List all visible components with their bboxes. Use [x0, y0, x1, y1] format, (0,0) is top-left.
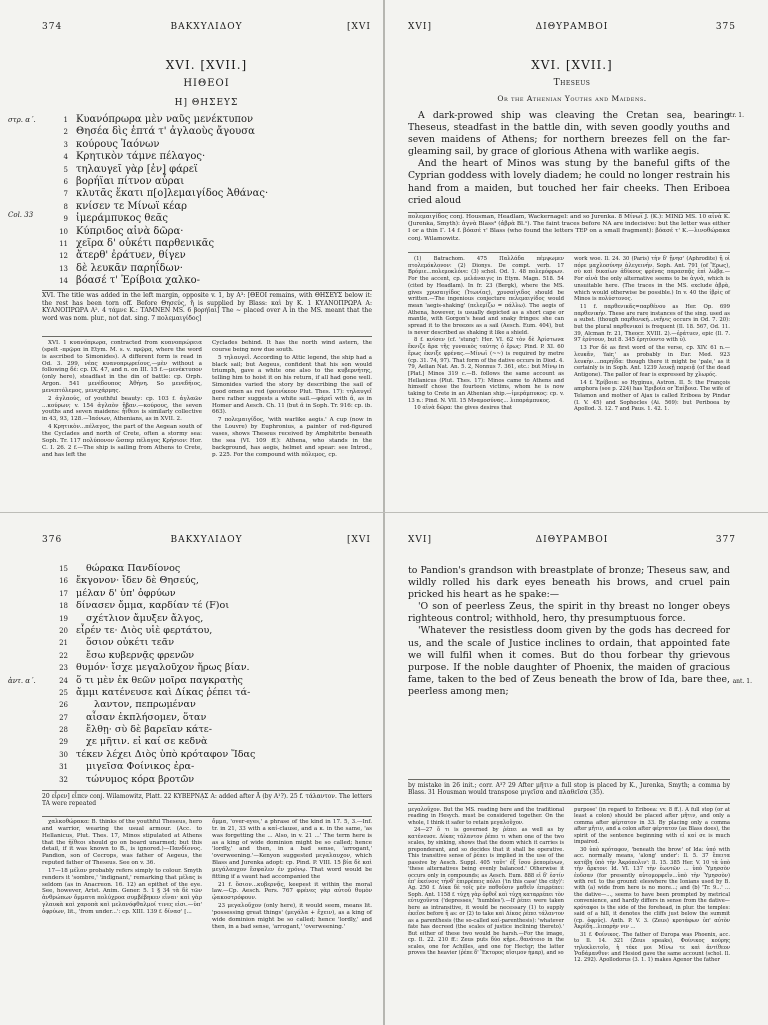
line-number: 12 [59, 252, 68, 261]
commentary-para: 7 πολεμαιγίδος, 'with warlike aegis.' A cup (now in the Louvre) by Euphronius, a painter of red-figured vases, shows Theseus received by Amphitrite beneath the sea (VI. 109 ff.): Athena, who stands in the background, has aegis, helmet and spear: see Introd., p. 225. For the compound with πόλεμος, cp. [212, 417, 372, 458]
commentary-para: 21 f. ὅσιον...κυβερνᾷς, keepest it within the moral law.—Cp. Aesch. Pers. 767 φρένες γὰρ αὐτοῦ θυμὸν ᾠακοστρόφουν. [212, 881, 372, 902]
verse-text: σχέτλιον ἄμυξεν ἄλγος, [86, 612, 204, 624]
commentary-para: XVI. 1 κυανόπρωρα, contracted from κυανοπρώρεια (spelt -πρῷρα in Etym. M. s. v. πρῷρα, where the word is ascribed to Simonides). A different form is read in Od. 3. 299, νέας κυανοπρῳρείους,—μὲν without a following δέ: cp. IX. 47, and n. on III. 15 f.—μενέκτυπον (only here), steadfast in the din of battle: cp. Orph. Argon. 541 μενέδουπος Ἀθήνη. So μενεδήιος, μενεπτόλεμος, μενεχάρμης. [42, 340, 202, 394]
verse-line [52, 201, 373, 213]
line-number: 25 [59, 688, 68, 697]
translation-para: 'Whatever the resistless doom given by the gods has decreed for us, and the scale of Justice inclines to ordain, that appointed fate we will fulfil when it comes. But do thou forbear thy grievous purpose. If the noble daughter of Phoenix, the maiden of gracious fame, taken to the bed of Zeus beneath the brow of Ida, bare thee, peerless among men; [408, 625, 730, 697]
verse-text: ἔκγονον· ἴδεν δὲ Θησεύς, [76, 575, 199, 587]
verse-text: ἱμεράμπυκος θεᾶς [76, 213, 168, 225]
line-number: 26 [59, 701, 68, 710]
line-number: 28 [59, 726, 68, 735]
column-label: Col. 33 [8, 211, 34, 219]
commentary [42, 340, 372, 510]
commentary-para: 2 ἀγλαούς, of youthful beauty: cp. 103 f. ἀγλαῶν ...κούρων; v. 154 ἀγλαὸν ἥβαν.—κούρους, the seven youths and seven maidens: ἠϊθεοι is similarly collective in 43, 93, 128.—Ἰαόνων, Athenians, as in XVII. 2. [42, 395, 202, 423]
running-title: ΒΑΚΧΥΛΙΔΟΥ [170, 22, 243, 32]
verse-text: ἄτερθ' ἐράτυεν, θίγεν [76, 250, 186, 262]
line-number: 19 [59, 614, 68, 623]
commentary-para: 30 ὑπὸ κρόταφον, 'beneath the brow' of Ida: ὑπό with acc. normally means, 'along' under': Il. 5. 37 ἔπειτα κατέβη ὑπὸ τὴν Ἀκρόπολιν': Il. 15. 385 Her. V. 10 τὰ ὑπὸ τὴν ἄρκτον: Id. VI. 137 τὴν ἑωυτῶν ... ὑπὸ Ὑμησσὸν ἐοῦσαν (for presently αὐτομορφεῖν...ὑπὸ τὴν Ὑμησσὸν) with ref. to the ground: eleswhere the Ionians used by B. with (a) wide from here is no more...; and (b) 'Tr. 9...' ... the dative—..., seems to have been prompted by metrical convenience, and hardly differs in sense from the dative—κρόταφοι is the side of the forehead, in plur. the temples: said of a hill, it denotes the cliffs just below the summit (cp. ὀφρύς). Anth. P. V. 3. (Zeus) κροτάφων ὑπ' αὐτὸν Ἀκρίδη...λιπαρὴν νιν ... [574, 846, 730, 931]
running-title: ΔΙΘΥΡΑΜΒΟΙ [535, 535, 609, 545]
verse-line [52, 662, 373, 674]
verse-text: χε μῆτιν. εἰ καί σε κεδνὰ [86, 736, 208, 748]
commentary [408, 256, 730, 506]
section-mark: XVI] [408, 22, 432, 32]
verse-line [52, 250, 373, 262]
verse-text: Κυανόπρωρα μὲν ναῦς μενέκτυπον [76, 114, 254, 125]
verse-text: Κύπριδος αἰνὰ δῶρα· [76, 225, 184, 237]
verse-text: λαντον, πεπρωμέναν [94, 699, 196, 711]
page-374 [0, 0, 383, 512]
commentary-para: 4 Κρητικὸν...πέλαγος, the part of the Aegean south of the Cyclades and north of Crete, often a stormy sea: Soph. Tr. 117 πολύπονον ὥσπερ πέλαγος Κρήσιον: Hor. C. I. 26. 2 f.—The ship is sailing from Athens to Crete, and has left the [42, 424, 202, 458]
verse-text: τηλαυγεῖ γὰρ [ἐν] φάρεϊ [76, 163, 198, 175]
line-number: 6 [63, 177, 68, 186]
running-title: ΔΙΘΥΡΑΜΒΟΙ [535, 22, 609, 32]
line-number: 11 [59, 239, 68, 248]
page-376 [0, 513, 383, 1025]
page-number: 375 [715, 22, 736, 32]
ode-title: XVI. [XVII.] [531, 58, 613, 72]
verse-text: βόασέ τ' Ἐρίβοια χαλκο- [76, 275, 200, 287]
verse-line [52, 625, 373, 637]
verse-line [52, 749, 373, 761]
book-gutter [383, 513, 385, 1025]
verse-line [52, 226, 373, 238]
page-number: 376 [42, 535, 63, 545]
strophe-label: στρ. α΄. [8, 116, 36, 124]
book-gutter [383, 0, 385, 512]
verse-line [52, 712, 373, 724]
verse-text: εἶρέν τε· Διὸς υἱὲ φερτάτου, [76, 624, 213, 636]
commentary-para: 14 f. Ἐρίβοια: so Hyginus, Astron. II. 5: the François amphora (see p. 224) has Ἐριβοία or Ἐπίβοια. The wife of Telamon and mother of Ajax is called Eriboea by Pindar (I. V. 45) and Sophocles (Ai. 569): but Periboea by Apollod. 3. 12. 7 and Paus. 1. 42. 1. [574, 379, 730, 413]
antistrophe-label: ἀντ. α΄. [8, 677, 36, 685]
translation-para: And the heart of Minos was stung by the baneful gifts of the Cyprian goddess with lovely diadem; he could no longer restrain his hand from a maiden, but touched her fair cheeks. Then Eriboea cried aloud [408, 158, 730, 206]
divider [42, 336, 372, 337]
verse-line [52, 613, 373, 625]
running-head [42, 22, 371, 36]
line-number: 13 [59, 264, 68, 273]
line-number: 15 [59, 565, 68, 573]
antistrophe-label: ant. 1. [732, 678, 752, 685]
commentary-para: 17—18 μέλαν probably refers simply to colour. Smyth renders it 'sombre,' 'indignant,' remarking that μέλας is seldom (as in Anacreon. 16. 12) an epithet of the eye. See, however, Arist. Anim. Gener. 5. 1 § 34 τὰ δὲ τῶν ἀνθρώπων ὄμματα πολύχροα συμβέβηκεν εἶναι· καὶ γὰρ γλαυκὰ καὶ χαροπὰ καὶ μελανόφθαλμοί τινες εἰσι.—ὑπ' ὀφρύων, lit., 'from under...': cp. XIII. 139 f. δίνασ' [... [42, 867, 202, 915]
verse-line [52, 164, 373, 176]
translation [408, 110, 744, 207]
verse-line [52, 761, 373, 773]
commentary-para: μεγαλοῦχον. But the MS. reading here and the traditional reading in Hesych. must be considered together. On the whole, I think it safer to retain μεγαλοῦχον. [408, 807, 564, 826]
verse-line [52, 699, 373, 711]
line-number: 30 [59, 750, 68, 759]
verse-line [52, 263, 373, 275]
verse-line [52, 600, 373, 612]
line-number: 8 [63, 202, 68, 211]
divider [408, 212, 730, 213]
translation-para: 'O son of peerless Zeus, the spirit in thy breast no longer obeys righteous control; withhold, hero, thy presumptuous force. [408, 601, 730, 625]
critical-notes [42, 292, 372, 323]
line-number: 1 [63, 116, 68, 124]
commentary [42, 819, 372, 1019]
verse-text: αἶσαν ἐκπλήσομεν, ὅταν [86, 711, 207, 723]
line-number: 31 [59, 763, 68, 772]
subtitle: Or the Athenian Youths and Maidens. [497, 94, 647, 103]
greek-title-2: Η] ΘΗΣΕΥΣ [174, 98, 239, 108]
verse-line [52, 275, 373, 287]
page-375 [386, 0, 768, 512]
commentary-para: purpose' (in regard to Eriboea: vv. 8 ff.). A full stop (or at least a colon) should be placed after μῆτιν, and only a comma after φέρτατον in 33. By placing only a comma after μῆτιν, and a colon after φέρτατον (as Blass does), the spirit of the sentence beginning with εἰ καί σε is much impaired. [574, 807, 730, 846]
divider [408, 252, 730, 253]
running-head [408, 22, 736, 36]
line-number: 21 [59, 639, 68, 648]
critical-note: XVI. The title was added in the left margin, opposite v. 1, by A³: [ΘΕΟΙ remains, with ΘΗΣΕΥΣ below it: the rest has been torn off. Before Θησεύς, ἢ is supplied by Blass: καὶ by K. 1 ΚΥΑΝΟΠΡΩΡΑ A: ΚΥΑΝΟΠΡΩΡΑ A². 4 τάμνε K.: ΤΑΜΝΕΝ MS. 6 βορήϊαι] The ~ placed over A in the MS. meant that the word was nom. plur., not dat. sing. 7 πολεμαιγίδος] [42, 292, 372, 322]
commentary-para: 13 For δὲ as first word of the verse, cp. XIV. 61 n.—λευκᾶν, 'fair,' as probably in Eur. Med. 923 λευκὴν....παρηΐδα: though there it might be 'pale,' as it certainly is in Soph. Ant. 1239 λευκῇ παρειᾷ (of the dead Antigone). The pallor of fear is expressed by χλωρός. [574, 345, 730, 378]
line-number: 23 [59, 664, 68, 673]
commentary-para: 5 τηλαυγεῖ. According to Attic legend, the ship had a black sail; but Aegeus, confident that his son would triumph, gave a white one also to the κυβερνήτης, telling him to hoist it on his return, if all had gone well. Simonides varied the story by describing the sail of good omen as red (φοινίκεον Plut. Thes. 17): τηλαυγεῖ here rather suggests a white sail.—φάρεϊ with ᾶ, as in Homer and Aesch. Ch. 11 (but ᾰ in Soph. Tr. 916: cp. ib. 663). [212, 354, 372, 416]
verse-line [52, 151, 373, 163]
translation [408, 565, 752, 698]
verse-text: βορήϊαι πίτνον αὖραι [76, 175, 185, 187]
verse-line [52, 563, 373, 575]
verse-line [52, 238, 373, 250]
verse-line [52, 637, 373, 649]
verse-line [52, 213, 373, 225]
verse-text: κνίσεν τε Μίνωϊ κέαρ [76, 200, 187, 212]
line-number: 24 [59, 676, 68, 685]
greek-title-1: ΗΙΘΕΟΙ [183, 78, 230, 89]
commentary-para: 23 μεγαλοῦχον (only here), it would seem, means lit. 'possessing great things' (μεγάλα + ἔχειν), as a king of wide dominion might be so called; hence 'lordly,' and then, in a bad sense, 'arrogant,' 'overweening.' [212, 903, 372, 930]
divider [42, 816, 372, 817]
line-number: 17 [59, 589, 68, 598]
verse-line [52, 724, 373, 736]
verse-line [52, 176, 373, 188]
critical-notes: πολεμαιγίδος conj. Housman, Headlam, Wackernagel: and so Jurenka. 8 Μίνωϊ J. (K.): ΜΙΝΩ MS. 10 αἰνὰ K. (Jurenka, Smyth): ἁγνὰ Blass³ (ἁβρὰ Bl.¹). The faint traces before ΝΑ are indecisive: but the letter was either Ι or a thin Γ. 14 f. βόασέ τ' Blass (who found the letters ΤΕΡ on a small fragment): βόασέ τ' Κ.—λινοθώρακα conj. Wilamowitz. [408, 214, 730, 242]
line-number: 16 [59, 577, 68, 586]
verse-line [52, 139, 373, 151]
line-number: 9 [63, 215, 68, 224]
verse-text: ἔλθῃ· σὺ δὲ βαρεῖαν κάτε- [86, 724, 213, 736]
commentary-para: 11 f. παρθενικᾶς=παρθένου as Her. Op. 699 παρθενικήν. These are rare instances of the sing. used as a subst. (though παρθενική...νεῆνις occurs in Od. 7. 20): but the plural παρθενικαί is frequent (Il. 18. 567, Od. 11. 39, Alcman fr. 21, Theocr. XVIII. 2).—ἐράτυεν, epic (Il. 7. 97 ἐρύτουν, but 8. 345 ἐρητύοντο with ῡ). [574, 303, 730, 344]
commentary-para: 31 f. Φοίνικος. The father of Europa was Phoenix, acc. to Il. 14. 321 (Zeus speaks), Φοίνικος κούρης τηλεκλειτοῖο, ἡ τέκε μοι Μίνω τε καὶ ἀντίθεον Ῥαδάμανθυν: and Hesiod gave the same account (schol. Il. 12. 292). Apollodorus (3. 1. 1) makes Agenor the father [574, 931, 730, 964]
section-mark: [XVI [347, 22, 371, 32]
line-number: 2 [63, 128, 68, 137]
translation-para: to Pandion's grandson with breastplate of bronze; Theseus saw, and wildly rolled his dark eyes beneath his brows, and cruel pain pricked his heart as he spake:— [408, 565, 730, 601]
section-mark: XVI] [408, 535, 432, 545]
critical-notes: by mistake in 26 init.; corr. A³? 29 After μῆτιν a full stop is placed by K., Jurenka, Smyth; a comma by Blass. 31 Housman would transpose μιγεῖσα and πλαθεῖσα (35). [408, 782, 730, 797]
commentary-para: work woe. Il. 24. 30 (Paris) τὴν δ' ᾔνησ' (Aphrodite) ἥ οἱ πόρε μαχλοσύνην ἀλεγεινήν. Soph. Ant. 791 (of Ἔρως), σὺ καὶ δικαίων ἀδίκους φρένας παρασπᾷς ἐπὶ λώβᾳ.—For αἰνὰ the only alternative seems to be ἁγνὰ, which is unsuitable here. (The traces in the MS. exclude ἁβρὰ, which would otherwise be possible.) In v. 40 the ἱβρὶς of Minos is πολύστονος. [574, 256, 730, 303]
strophe-label: str. 1. [726, 112, 744, 119]
verse-line [52, 687, 373, 699]
verse-text: δίνασεν ὄμμα, καρδίαν τέ (F)οι [76, 600, 230, 612]
verse-text: ἔσω κυβερνᾷς φρενῶν [86, 649, 195, 661]
verse-text: ἄμμι κατένευσε καὶ Δίκας ῥέπει τά- [76, 686, 251, 698]
verse-text: θώρακα Πανδίονος [86, 563, 181, 574]
line-number: 3 [63, 140, 68, 149]
commentary-para: ὄμμα, 'over-eyes,' a phrase of the kind in 17. 5, 3.—Inf. tr. in 21, 33 with a καί-clause, and a κ. in the same, 'as was forgetting the ... Also, in v. 21 ...' The term here is as a king of wide dominion might be so called; hence 'lordly,' and then, in a bad sense, 'arrogant,' 'overweening.'—Kenyon suggested μεγαλαυχον, which Blass and Jurenka adopt: cp. Pind. P. VIII. 15 βία δὲ καὶ μεγάλαυχον ἔσφαλεν ἐν χρόνῳ. That word would be fitting if a vaunt had accompanied the [212, 819, 372, 880]
verse-text: κούρους Ἰαόνων [76, 138, 160, 150]
verse-text: τώνυμος κόρα βροτῶν [86, 773, 195, 785]
verse-text: χεῖρα δ' οὐκέτι παρθενικᾶς [76, 237, 215, 249]
line-number: 18 [59, 602, 68, 611]
line-number: 22 [59, 651, 68, 660]
verse-line [52, 774, 373, 786]
line-number: 29 [59, 738, 68, 747]
line-number: 7 [63, 190, 68, 199]
ode-title: XVI. [XVII.] [165, 58, 248, 72]
top-spread [0, 0, 768, 512]
line-number: 10 [59, 227, 68, 236]
translation-para: A dark-prowed ship was cleaving the Cretan sea, bearing Theseus, steadfast in the battle din, with seven goodly youths and seven maidens of Athens; for northern breezes fell on the far-gleaming sail, by grace of glorious Athena with warlike aegis. [408, 110, 730, 158]
verse-text: Θησέα δὶς ἑπτά τ' ἀγλαοὺς ἄγουσα [76, 126, 255, 138]
verse-line [52, 588, 373, 600]
theseus-heading: Theseus [553, 78, 591, 88]
line-number: 20 [59, 626, 68, 635]
bottom-spread [0, 512, 768, 1025]
line-number: 27 [59, 713, 68, 722]
commentary-para: (1) Batrachom. 475 Παλλάδα πέμψωμεν πτολεμόκλονον: (2) Dionys. De compt. verb. 17 Βρόμιε...πολεμοκλόνε: (3) schol. Od. 1. 48 πολεμόφρων. For the accent, cp. μελάναιγις in Etym. Magn. 518. 54 (cited by Headlam). In fr. 23 (Bergk), where the MS. gives χρυσαιγίδος (Ἰτωνίας), χρυσαίγιδος should be written.—The ingenious conjecture πελεμαιγίδος would mean 'aegis-shaking' (πελεμίζω = πάλλω). The aegis of Athena, however, is usually depicted as a short cape or mantle, with Gorgon's head and snaky fringes: she can spread it to the breezes as a sail (Aesch. Eum. 404), but is never described as shaking it like a shield. [408, 256, 564, 336]
verse-text: Κρητικὸν τάμνε πέλαγος· [76, 151, 206, 163]
section-mark: [XVI [347, 535, 371, 545]
commentary-para: 24—27 ὅ τι is governed by ῥέπει as well as by κατένευσε. Δίκας τάλαντον ῥέπει τι when one of the two scales, by sinking, shows that the doom which it carries is preponderant, and so decides that it shall be operative. This transitive sense of ῥέπει is implied in the use of the passive by Aesch. Suppl. 405 ταῦτ' ἐξ ἴσου ῥεπομένων, 'these alternatives being evenly balanced.' Otherwise it occurs only in compounds; as Aesch. Eum. 888 εἰ δ' ἐστίν ἐπ' ἐκείνοις τήνδ' ἐπιρρέπεις πόλει ('in this case' the city)': Ag. 250 f. Δίκα δὲ τοῖς μὲν παθοῦσιν μαθεῖν ἐπιρρέπει: Soph. Ant. 1158 f. τύχη γὰρ ὀρθοῖ καὶ τύχη καταρρέπει τὸν εὐτυχοῦντα ('depresses,' 'humbles').—If ῥέπει were taken here as intransitive, it would be necessary (1) to supply ἐκεῖσε before ἢ as: or (2) to take καὶ Δίκας ῥέπει τάλαντον as a parenthesis (the so-called καί-parenthesis): 'whatever fate has decreed (the scales of justice inclining thereto).' But either of these two would be harsh.—For the image, cp. Il. 22. 210 ff.: Zeus puts δύο κῆρε...θανάτοιο in the scales, one for Achilles, and one for Hector; the latter proves the heavier (ῥέπε δ' Ἕκτορος αἴσιμον ἦμαρ), and so [408, 827, 564, 956]
verse-line [52, 736, 373, 748]
greek-verse-block [8, 114, 373, 287]
running-title: ΒΑΚΧΥΛΙΔΟΥ [170, 535, 243, 545]
greek-verse-block [8, 563, 373, 786]
verse-text: θυμόν· ἴσχε μεγαλοῦχον ἥρως βίαν. [76, 662, 250, 674]
line-number: 4 [63, 153, 68, 162]
verse-line [52, 114, 373, 126]
line-number: 14 [59, 277, 68, 286]
commentary [408, 807, 730, 1021]
running-head [408, 535, 736, 549]
divider [42, 790, 372, 791]
commentary-para: χαλκοθώρακα: B. thinks of the youthful Theseus, hero and warrior, wearing the usual armour. (Acc. to Hellanicus, Plut. Thes. 17, Minos stipulated at Athens that the ἠϊθεοι should go on board unarmed; but this detail, if it was known to B., is ignored.)—Πανδίονος. Pandion, son of Cecrops, was father of Aegeus, the reputed father of Theseus. See on v. 36. [42, 819, 202, 867]
verse-text: κλυτᾶς ἕκατι π[ο]λεμαιγίδος Ἀθάνας· [76, 188, 269, 200]
verse-text: μέλαν δ' ὑπ' ὀφρύων [76, 587, 176, 599]
commentary-para: Cyclades behind. It has the north wind astern, the course being now due south. [212, 340, 372, 353]
line-number: 32 [59, 775, 68, 784]
commentary-para: 10 αἰνὰ δῶρα: the gives desires that [414, 405, 513, 412]
commentary-para: 8 f. κνίσεν (cf. 'stung': Her. VI. 62 τὸν δὲ Ἀρίστωνα ἔκνιζε ἄρα τῆς γυναικὸς ταύτης ὁ ἔρως: Pind. P. XI. 60 ἔρως ἐκνιξε φρένας.—Μίνωϊ (~~) is required by metre (cp. 31. 74, 97). That form of the dative occurs in Diod. 4. 79, Aelian Nat. An. 5. 2, Nonnus 7. 361, etc.: but Μίνῳ in [Plat.] Minos 319 c.—B. follows the same account as Hellanicus (Plut. Thes. 17): Minos came to Athens and himself chose the fourteen victims, whom he is now taking to Crete in an Athenian ship.—ἱμεράμπυκος: cp. v. 13 n.: Pind. N. VII. 15 Μναμοσύνας... λιπαράμπυκος. [408, 337, 564, 404]
page-377 [386, 513, 768, 1025]
verse-line [52, 126, 373, 138]
divider [42, 290, 372, 291]
verse-line [52, 650, 373, 662]
verse-line [52, 675, 373, 687]
running-head [42, 535, 371, 549]
verse-line [52, 575, 373, 587]
page-number: 377 [715, 535, 736, 545]
verse-text: ὅσιον οὐκέτι τεᾶν [86, 637, 175, 649]
line-number: 5 [63, 165, 68, 174]
page-number: 374 [42, 22, 63, 32]
verse-text: τέκεν λέχει Διὸς ὑπὸ κρόταφον Ἴδας [76, 748, 256, 760]
verse-line [52, 188, 373, 200]
verse-text: ὅ τι μὲν ἐκ θεῶν μοῖρα παγκρατὴς [76, 674, 243, 686]
divider [408, 779, 730, 780]
verse-text: δὲ λευκᾶν παρηΐδων· [76, 262, 183, 274]
verse-text: μιγεῖσα Φοίνικος ἐρα- [86, 761, 195, 773]
critical-notes: 20 εἶρεν] εἶπεν conj. Wilamowitz, Platt. 22 ΚΥΒΕΡΝᾼΣ A: added after Ā (by A¹?). 25 f. τάλαντον. The letters TA were repeated [42, 793, 372, 808]
divider [408, 803, 730, 804]
